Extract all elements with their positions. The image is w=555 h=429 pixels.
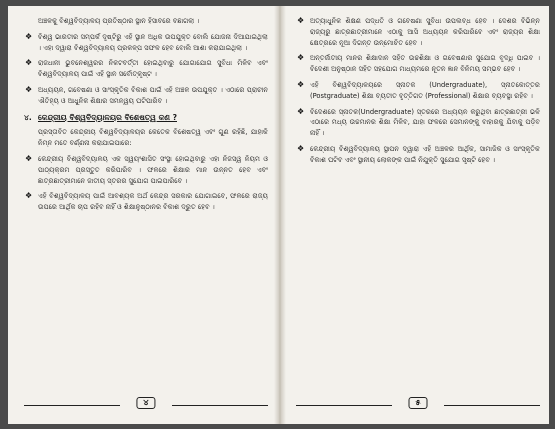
list-item-text: ଅଧ୍ୟୟନ, ଗବେଷଣା ଓ ସାଂସ୍କୃତିକ ବିକାଶ ପାଇଁ ଏହି ଅଞ୍ଚଳ ଉପଯୁକ୍ତ । ଏଠାରେ ପ୍ରାଚୀନ ଐତିହ୍ୟ ଓ ଆଧୁନିକ ଶିକ୍ଷାର ସମନ୍ୱୟ ଘଟିପାରିବ । xyxy=(38,85,268,105)
bullet-icon: ❖ xyxy=(297,79,305,89)
bullet-icon: ❖ xyxy=(25,31,33,41)
list-item-text: ଅତ୍ୟାଧୁନିକ ଶିକ୍ଷଣ ପଦ୍ଧତି ଓ ଗବେଷଣା ସୁବିଧା ଉପଲବ୍ଧ ହେବ । ଦେଶର ବିଭିନ୍ନ ରାଜ୍ୟରୁ ଛାତ୍ରଛାତ୍ରୀମାନେ ଏଠାକୁ ଆସି ଅଧ୍ୟୟନ କରିପାରିବେ ଏବଂ ରାଜ୍ୟର ଶିକ୍ଷା କ୍ଷେତ୍ରରେ ନୂଆ ଦିଗନ୍ତ ଉନ୍ମୋଚିତ ହେବ । xyxy=(310,17,540,47)
list-item-text: ଏହି ବିଶ୍ୱବିଦ୍ୟାଳୟରେ ସ୍ନାତକ (Undergraduate), ସ୍ନାତକୋତ୍ତର (Postgraduate) ଶିକ୍ଷା ବ୍ୟତୀତ ବୃତ୍ତିଗତ (Professional) ଶିକ୍ଷାର ବ୍ୟବସ୍ଥା ରହିବ । xyxy=(310,80,540,100)
footer-rule xyxy=(172,405,268,406)
list-item xyxy=(24,154,268,186)
list-item-text: ବିଦେଶରେ ସ୍ନାତକ(Undergraduate) ସ୍ତରରେ ଅଧ୍ୟୟନ କରୁଥିବା ଛାତ୍ରଛାତ୍ରୀ ଭଳି ଏଠାରେ ମଧ୍ୟ ଉଚ୍ଚମାନର ଶିକ୍ଷା ମିଳିବ, ଯାହା ଫଳରେ ସେମାନଙ୍କୁ ବାହାରକୁ ଯିବାକୁ ପଡ଼ିବ ନାହିଁ । xyxy=(310,107,540,138)
list-item xyxy=(24,191,268,213)
bullet-icon: ❖ xyxy=(297,106,305,116)
book-gutter xyxy=(274,6,286,424)
list-item xyxy=(296,107,540,139)
section-intro: ପ୍ରସ୍ତାବିତ କେନ୍ଦ୍ରୀୟ ବିଶ୍ୱବିଦ୍ୟାଳୟର କେତେକ ବିଶେଷତ୍ୱ ଏବଂ ଗୁଣ ରହିଛି, ଯାହାକି ନିମ୍ନ ମତେ ବର୍ଣ୍ଣନା କରାଯାଇପାରେ: xyxy=(38,128,268,148)
list-item-text: ଅନ୍ତର୍ଜାତୀୟ ମାନର ଶିକ୍ଷାଦାନ ସହିତ ଉଚ୍ଚଶିକ୍ଷା ଓ ଗବେଷଣାର ସୁଯୋଗ ବୃଦ୍ଧି ପାଇବ । ବିଦେଶୀ ଅନୁଷ୍ଠାନ ସହିତ ସହଯୋଗ ମାଧ୍ୟମରେ ନୂତନ ଜ୍ଞାନ ବିନିମୟ ସମ୍ଭବ ହେବ । xyxy=(310,54,540,74)
section-number: ୪. xyxy=(24,112,32,122)
page-number: ୪ xyxy=(136,397,155,409)
left-page-body xyxy=(24,16,268,213)
bullet-icon: ❖ xyxy=(297,143,305,153)
page-footer xyxy=(24,396,268,414)
right-page xyxy=(296,16,540,414)
list-item xyxy=(296,16,540,48)
list-item xyxy=(296,144,540,166)
left-page xyxy=(24,16,268,414)
bullet-icon: ❖ xyxy=(25,191,33,201)
page-footer xyxy=(296,396,540,414)
footer-rule xyxy=(444,405,540,406)
list-item-text: ରାଜଧାନୀ ଭୁବନେଶ୍ୱରର ନିକଟବର୍ତ୍ତୀ ହୋଇଥିବାରୁ ଯୋଗାଯୋଗ ସୁବିଧା ମିଳିବ ଏବଂ ବିଶ୍ୱବିଦ୍ୟାଳୟ ପାଇଁ ଏହି ସ୍ଥାନ ସର୍ବୋତ୍କୃଷ୍ଟ । xyxy=(38,59,268,79)
list-item-text: ଏହି ବିଶ୍ୱବିଦ୍ୟାଳୟ ପାଇଁ ଆବଶ୍ୟକ ଅର୍ଥ କେନ୍ଦ୍ର ସରକାର ଯୋଗାଇବେ, ଫଳରେ ରାଜ୍ୟ ଉପରେ ଆର୍ଥିକ ଚାପ ରହିବ ନାହିଁ ଓ ଶିକ୍ଷାନୁଷ୍ଠାନର ବିକାଶ ଦ୍ରୁତ ହେବ । xyxy=(38,192,268,212)
book-spread xyxy=(8,6,549,424)
list-item xyxy=(24,85,268,107)
list-item xyxy=(24,58,268,80)
footer-rule xyxy=(296,405,392,406)
right-page-body xyxy=(296,16,540,166)
list-item-text: କେନ୍ଦ୍ରୀୟ ବିଶ୍ୱବିଦ୍ୟାଳୟ ସ୍ଥାପନ ଦ୍ୱାରା ଏହି ଅଞ୍ଚଳର ଆର୍ଥିକ, ସାମାଜିକ ଓ ସାଂସ୍କୃତିକ ବିକାଶ ଘଟିବ ଏବଂ ସ୍ଥାନୀୟ ଲୋକଙ୍କ ପାଇଁ ନିଯୁକ୍ତି ସୁଯୋଗ ସୃଷ୍ଟି ହେବ । xyxy=(310,144,540,164)
list-item-text: କେନ୍ଦ୍ରୀୟ ବିଶ୍ୱବିଦ୍ୟାଳୟ ଏକ ସ୍ୱୟଂଶାସିତ ସଂସ୍ଥା ହୋଇଥିବାରୁ ଏହା ନିଜସ୍ୱ ନିୟମ ଓ ପାଠ୍ୟକ୍ରମ ପ୍ରସ୍ତୁତ କରିପାରିବ । ଫଳରେ ଶିକ୍ଷାର ମାନ ଉନ୍ନତ ହେବ ଏବଂ ଛାତ୍ରଛାତ୍ରୀମାନେ ଜାତୀୟ ସ୍ତରର ସୁଯୋଗ ପାଇପାରିବେ । xyxy=(38,154,268,185)
section-title: କେନ୍ଦ୍ରୀୟ ବିଶ୍ୱବିଦ୍ୟାଳୟର ବିଶେଷତ୍ୱ କଣ ? xyxy=(38,112,177,122)
bullet-icon: ❖ xyxy=(25,58,33,68)
page-number: ୫ xyxy=(409,397,428,409)
list-item-text: ବିଶ୍ୱ ଭାରତୀର ସମ୍ପର୍କ ଦୃଷ୍ଟିରୁ ଏହି ସ୍ଥାନ ଅଧିକ ଉପଯୁକ୍ତ ବୋଲି ଯୋଜନା ଦିଆଯାଇଥିଲା । ଏହା ଦ୍ୱାରା ବିଶ୍ୱବିଦ୍ୟାଳୟ ପ୍ରକଳ୍ପ ସଫଳ ହେବ ବୋଲି ଆଶା କରାଯାଇଥିଲା । xyxy=(38,32,268,52)
section-heading xyxy=(24,113,268,124)
bullet-icon: ❖ xyxy=(25,84,33,94)
list-item xyxy=(24,32,268,54)
list-item xyxy=(296,53,540,75)
footer-rule xyxy=(24,405,120,406)
bullet-icon: ❖ xyxy=(297,16,305,25)
bullet-icon: ❖ xyxy=(25,153,33,163)
list-item xyxy=(296,80,540,102)
bullet-icon: ❖ xyxy=(297,53,305,63)
intro-paragraph: ଅଞ୍ଚଳକୁ ବିଶ୍ୱବିଦ୍ୟାଳୟ ପ୍ରତିଷ୍ଠାର ସ୍ଥାନ ହିସାବରେ ବଛାଗଲା । xyxy=(38,17,200,25)
